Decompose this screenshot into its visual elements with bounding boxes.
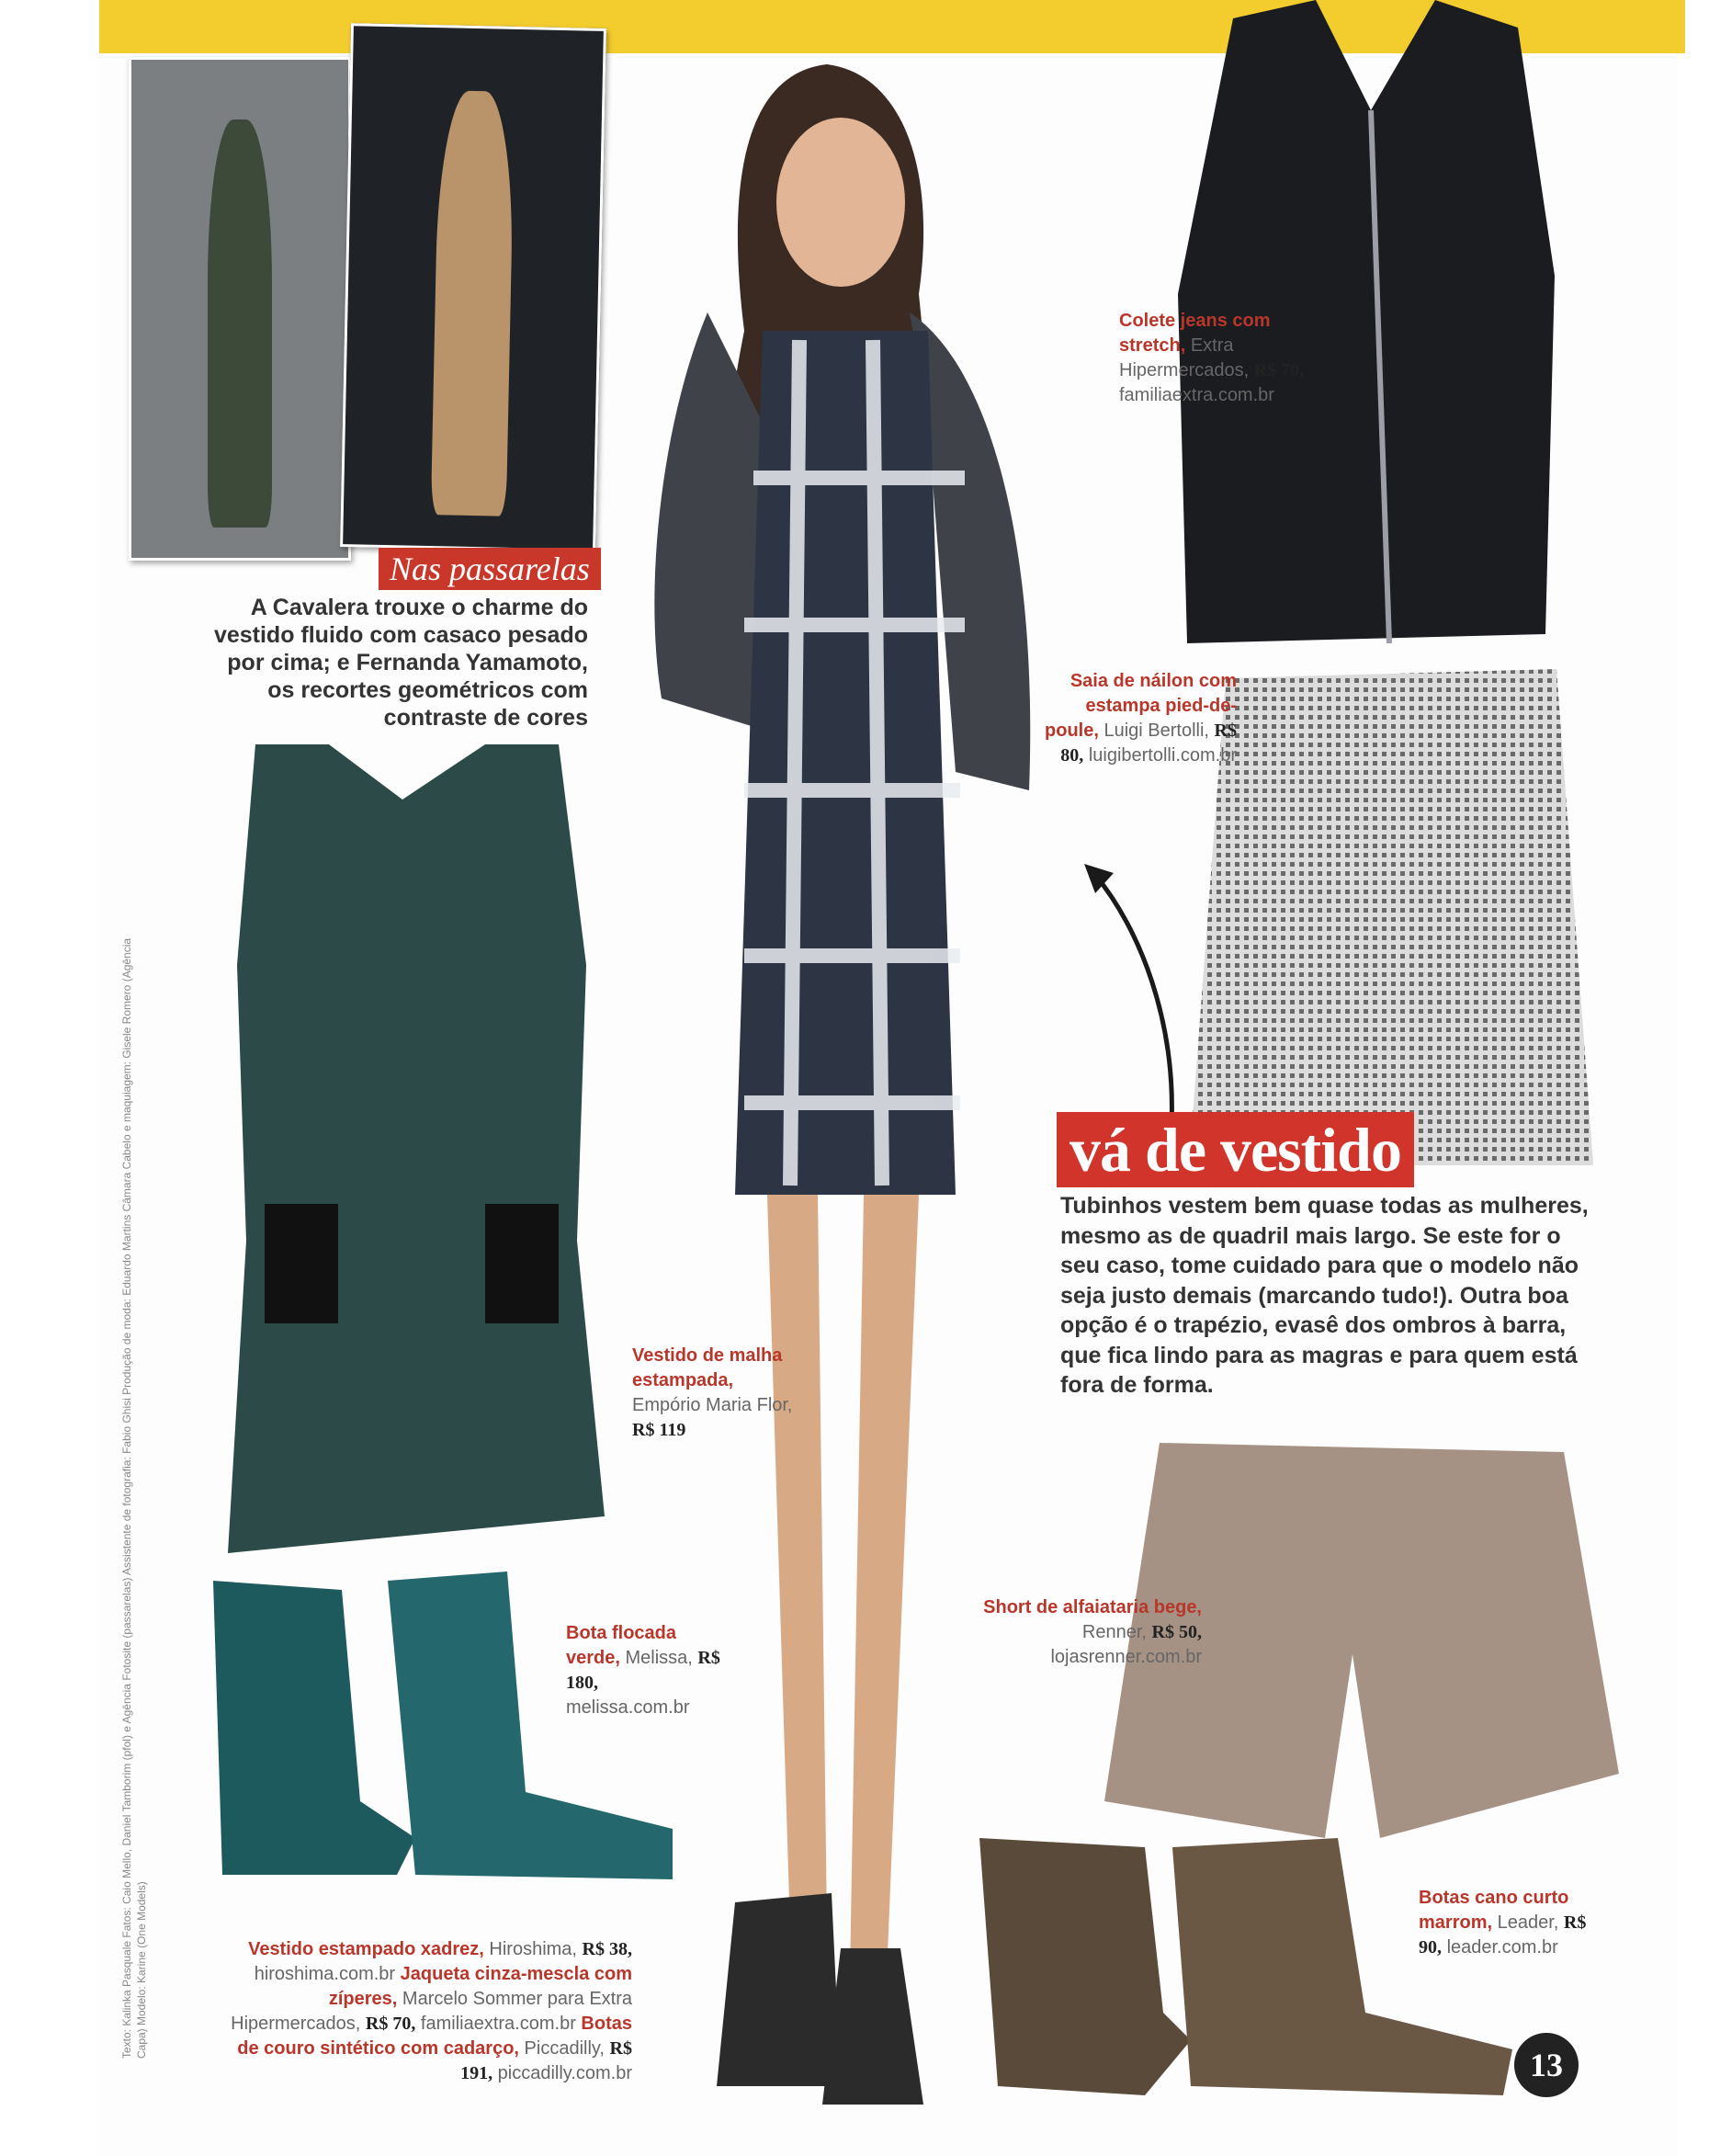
feature-headline: vá de vestido [1057, 1112, 1414, 1187]
brown-boots-product-image [961, 1829, 1518, 2101]
runway-caption-text: A Cavalera trouxe o charme do vestido fluido com casaco pesado por cima; e Fernanda Yamamoto, os recortes geométricos com contraste de cores [213, 595, 588, 731]
photo-credits: Texto: Kalinka Pasquale Fatos: Caio Mello, Daniel Tamborim (pfol) e Agência Fotosite (passarelas) Assistente de fotografia: Fabio Ghisi Produção de moda: Eduardo Martins Câmara Cabelo e maquiagem: Gisele Romero (Agência Capa) Modelo: Karine (One Models) [120, 937, 148, 2059]
skirt-caption: Saia de náilon com estampa pied-de-poule, Luigi Bertolli, R$ 80, luigibertolli.com.br [1045, 671, 1237, 766]
feature-body: Tubinhos vestem bem quase todas as mulheres, mesmo as de quadril mais largo. Se este for o seu caso, tome cuidado para que o modelo não seja justo demais (marcando tudo!). Outra boa opção é o trapézio, evasê dos ombros à barra, que fica lindo para as magras e para quem está fora de forma. [1060, 1193, 1589, 1398]
dress-product-image [209, 726, 606, 1562]
runway-photo-cavalera [129, 57, 351, 561]
arrow-icon [1075, 855, 1185, 1130]
shorts-caption: Short de alfaiataria bege, Renner, R$ 50, lojasrenner.com.br [983, 1597, 1202, 1667]
model-outfit-credits: Vestido estampado xadrez, Hiroshima, R$ 38, hiroshima.com.br Jaqueta cinza-mescla com zíperes, Marcelo Sommer para Extra Hipermercados, R$ 70, familiaextra.com.br Botas de couro sintético com cadarço, Piccadilly, R$ 191, piccadilly.com.br [231, 1939, 632, 2083]
skirt-product-image [1189, 669, 1601, 1173]
runway-photo-yamamoto [340, 23, 606, 552]
brown-boots-caption: Botas cano curto marrom, Leader, R$ 90, leader.com.br [1419, 1888, 1587, 1957]
green-boots-product-image [195, 1562, 691, 1899]
runway-caption-title: Nas passarelas [379, 548, 601, 590]
green-boots-caption: Bota flocada verde, Melissa, R$ 180, melissa.com.br [566, 1623, 720, 1718]
dress-caption: Vestido de malha estampada, Empório Maria Flor, R$ 119 [632, 1345, 793, 1440]
vest-caption: Colete jeans com stretch, Extra Hipermercados, R$ 70, familiaextra.com.br [1119, 311, 1305, 405]
page-number: 13 [1514, 2033, 1579, 2097]
